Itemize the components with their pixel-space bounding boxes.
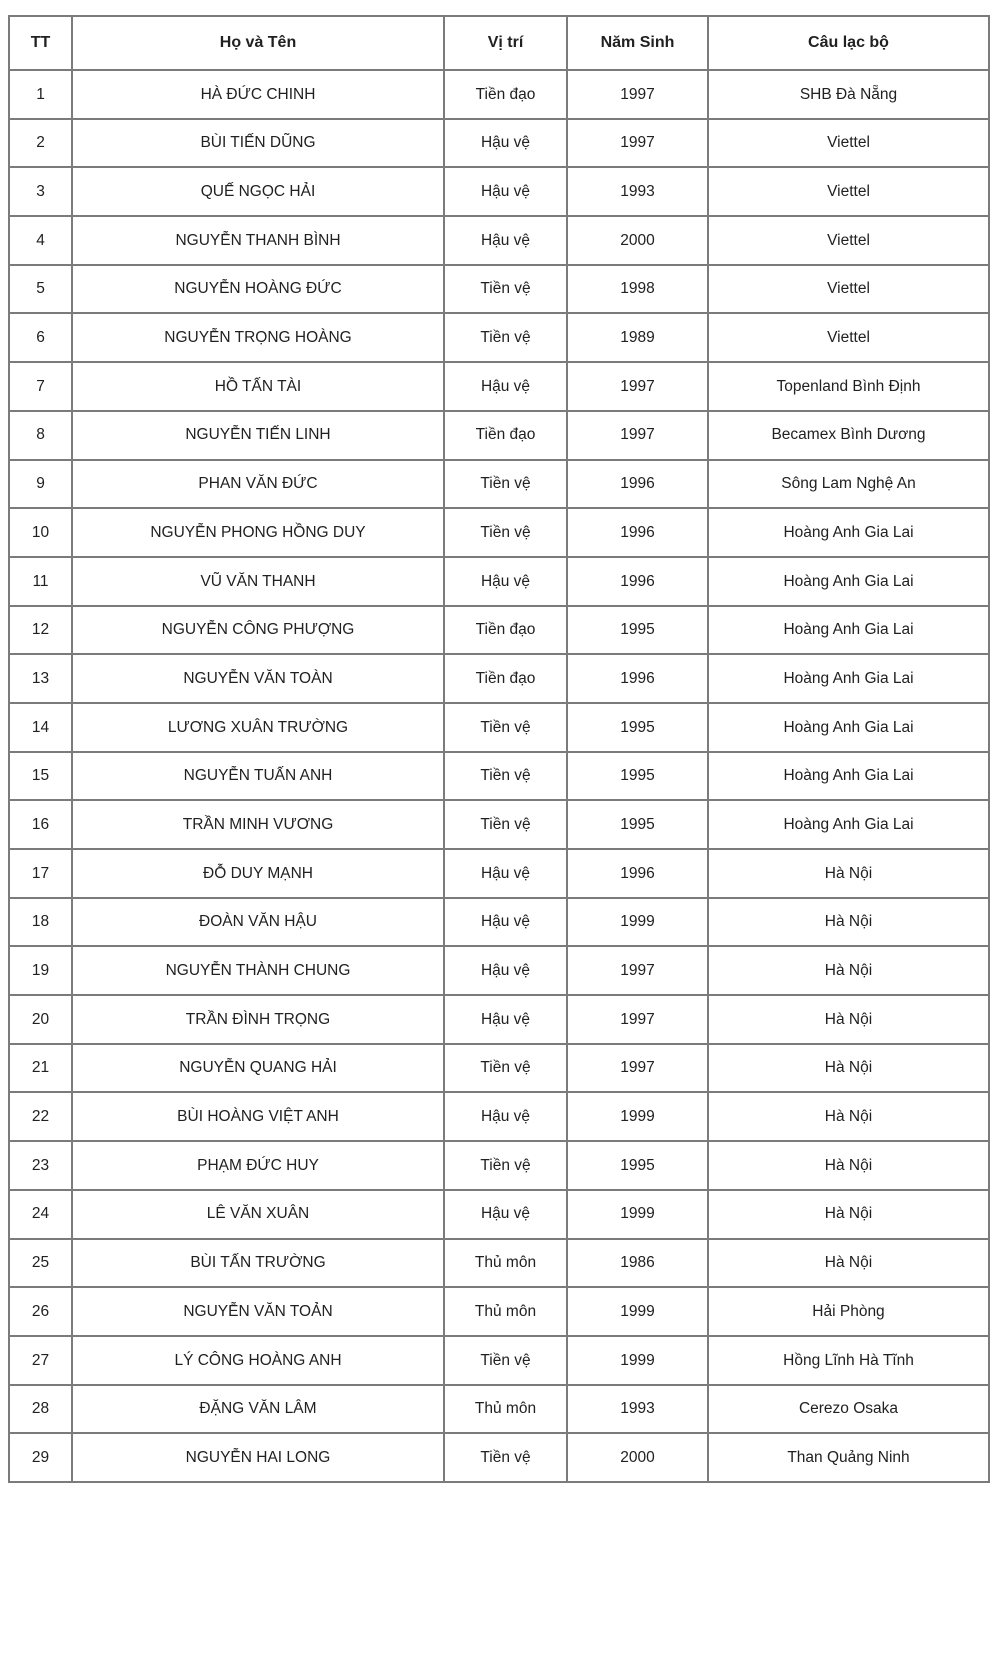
header-name: Họ và Tên <box>72 16 444 70</box>
cell-year: 1996 <box>567 557 708 606</box>
table-row <box>9 1239 989 1288</box>
table-row <box>9 313 989 362</box>
cell-tt: 22 <box>9 1092 72 1141</box>
cell-name: NGUYỄN QUANG HẢI <box>72 1044 444 1093</box>
cell-club: Cerezo Osaka <box>708 1385 989 1434</box>
table-row <box>9 167 989 216</box>
cell-year: 1995 <box>567 800 708 849</box>
cell-year: 1999 <box>567 1190 708 1239</box>
cell-name: NGUYỄN THÀNH CHUNG <box>72 946 444 995</box>
cell-position: Tiền vệ <box>444 313 567 362</box>
cell-club: Hoàng Anh Gia Lai <box>708 606 989 655</box>
cell-tt: 2 <box>9 119 72 168</box>
cell-name: QUẾ NGỌC HẢI <box>72 167 444 216</box>
table-row <box>9 119 989 168</box>
table-row <box>9 849 989 898</box>
cell-name: HỒ TẤN TÀI <box>72 362 444 411</box>
cell-name: NGUYỄN TIẾN LINH <box>72 411 444 460</box>
cell-club: Hà Nội <box>708 898 989 947</box>
table-row <box>9 557 989 606</box>
table-row <box>9 460 989 509</box>
header-club: Câu lạc bộ <box>708 16 989 70</box>
cell-club: Hoàng Anh Gia Lai <box>708 752 989 801</box>
cell-club: Hồng Lĩnh Hà Tĩnh <box>708 1336 989 1385</box>
cell-year: 1989 <box>567 313 708 362</box>
table-row <box>9 1141 989 1190</box>
cell-position: Tiền vệ <box>444 1433 567 1482</box>
cell-year: 1999 <box>567 898 708 947</box>
cell-club: Hoàng Anh Gia Lai <box>708 703 989 752</box>
cell-club: Hải Phòng <box>708 1287 989 1336</box>
cell-position: Thủ môn <box>444 1239 567 1288</box>
cell-name: NGUYỄN HOÀNG ĐỨC <box>72 265 444 314</box>
cell-name: BÙI TẤN TRƯỜNG <box>72 1239 444 1288</box>
cell-position: Hậu vệ <box>444 557 567 606</box>
table-row <box>9 1190 989 1239</box>
table-row <box>9 265 989 314</box>
cell-position: Tiền đạo <box>444 411 567 460</box>
cell-club: Hà Nội <box>708 995 989 1044</box>
cell-club: Than Quảng Ninh <box>708 1433 989 1482</box>
table-row <box>9 1433 989 1482</box>
cell-club: Viettel <box>708 265 989 314</box>
cell-year: 2000 <box>567 1433 708 1482</box>
cell-name: NGUYỄN HAI LONG <box>72 1433 444 1482</box>
cell-club: Topenland Bình Định <box>708 362 989 411</box>
cell-tt: 5 <box>9 265 72 314</box>
cell-position: Hậu vệ <box>444 995 567 1044</box>
cell-year: 1996 <box>567 654 708 703</box>
cell-position: Tiền vệ <box>444 460 567 509</box>
cell-tt: 21 <box>9 1044 72 1093</box>
cell-year: 1997 <box>567 1044 708 1093</box>
cell-tt: 11 <box>9 557 72 606</box>
cell-club: Viettel <box>708 216 989 265</box>
cell-name: ĐỖ DUY MẠNH <box>72 849 444 898</box>
cell-name: LÝ CÔNG HOÀNG ANH <box>72 1336 444 1385</box>
cell-club: Hà Nội <box>708 1092 989 1141</box>
cell-name: NGUYỄN VĂN TOẢN <box>72 1287 444 1336</box>
cell-year: 1986 <box>567 1239 708 1288</box>
cell-year: 1997 <box>567 946 708 995</box>
cell-name: LÊ VĂN XUÂN <box>72 1190 444 1239</box>
cell-tt: 13 <box>9 654 72 703</box>
cell-year: 1997 <box>567 70 708 119</box>
cell-tt: 7 <box>9 362 72 411</box>
cell-year: 1996 <box>567 460 708 509</box>
player-table <box>8 15 990 1483</box>
cell-name: ĐOÀN VĂN HẬU <box>72 898 444 947</box>
cell-position: Hậu vệ <box>444 119 567 168</box>
cell-club: Viettel <box>708 313 989 362</box>
cell-tt: 10 <box>9 508 72 557</box>
table-row <box>9 1044 989 1093</box>
table-row <box>9 898 989 947</box>
table-row <box>9 703 989 752</box>
cell-position: Hậu vệ <box>444 167 567 216</box>
cell-year: 1999 <box>567 1336 708 1385</box>
header-year: Năm Sinh <box>567 16 708 70</box>
table-row <box>9 1287 989 1336</box>
cell-tt: 25 <box>9 1239 72 1288</box>
table-row <box>9 411 989 460</box>
cell-position: Thủ môn <box>444 1385 567 1434</box>
table-row <box>9 216 989 265</box>
cell-club: Hà Nội <box>708 1044 989 1093</box>
cell-tt: 17 <box>9 849 72 898</box>
table-row <box>9 654 989 703</box>
cell-club: Hoàng Anh Gia Lai <box>708 557 989 606</box>
cell-name: TRẦN ĐÌNH TRỌNG <box>72 995 444 1044</box>
table-row <box>9 946 989 995</box>
cell-year: 1995 <box>567 752 708 801</box>
cell-name: NGUYỄN THANH BÌNH <box>72 216 444 265</box>
cell-position: Tiền vệ <box>444 265 567 314</box>
cell-year: 1997 <box>567 411 708 460</box>
cell-position: Tiền vệ <box>444 1044 567 1093</box>
cell-tt: 4 <box>9 216 72 265</box>
table-row <box>9 606 989 655</box>
cell-position: Tiền vệ <box>444 1336 567 1385</box>
cell-club: Hà Nội <box>708 946 989 995</box>
cell-position: Hậu vệ <box>444 1092 567 1141</box>
cell-year: 1997 <box>567 119 708 168</box>
cell-position: Tiền vệ <box>444 752 567 801</box>
cell-name: NGUYỄN TUẤN ANH <box>72 752 444 801</box>
cell-club: SHB Đà Nẵng <box>708 70 989 119</box>
cell-name: VŨ VĂN THANH <box>72 557 444 606</box>
cell-tt: 12 <box>9 606 72 655</box>
cell-year: 1996 <box>567 849 708 898</box>
cell-year: 1995 <box>567 703 708 752</box>
table-row <box>9 752 989 801</box>
cell-tt: 16 <box>9 800 72 849</box>
cell-club: Viettel <box>708 119 989 168</box>
cell-name: PHAN VĂN ĐỨC <box>72 460 444 509</box>
cell-tt: 20 <box>9 995 72 1044</box>
cell-tt: 18 <box>9 898 72 947</box>
cell-tt: 29 <box>9 1433 72 1482</box>
cell-tt: 6 <box>9 313 72 362</box>
cell-position: Hậu vệ <box>444 216 567 265</box>
cell-club: Hoàng Anh Gia Lai <box>708 800 989 849</box>
table-row <box>9 508 989 557</box>
cell-position: Hậu vệ <box>444 946 567 995</box>
cell-year: 1999 <box>567 1287 708 1336</box>
table-row <box>9 800 989 849</box>
cell-name: NGUYỄN TRỌNG HOÀNG <box>72 313 444 362</box>
cell-tt: 23 <box>9 1141 72 1190</box>
cell-position: Tiền vệ <box>444 508 567 557</box>
player-table-header <box>9 16 989 70</box>
cell-year: 1999 <box>567 1092 708 1141</box>
cell-tt: 28 <box>9 1385 72 1434</box>
cell-tt: 3 <box>9 167 72 216</box>
cell-tt: 24 <box>9 1190 72 1239</box>
cell-tt: 26 <box>9 1287 72 1336</box>
cell-name: LƯƠNG XUÂN TRƯỜNG <box>72 703 444 752</box>
cell-name: ĐẶNG VĂN LÂM <box>72 1385 444 1434</box>
cell-tt: 8 <box>9 411 72 460</box>
table-row <box>9 362 989 411</box>
header-row <box>9 16 989 70</box>
cell-tt: 19 <box>9 946 72 995</box>
table-row <box>9 1092 989 1141</box>
table-row <box>9 995 989 1044</box>
cell-position: Thủ môn <box>444 1287 567 1336</box>
cell-position: Tiền đạo <box>444 606 567 655</box>
cell-name: BÙI HOÀNG VIỆT ANH <box>72 1092 444 1141</box>
player-table-body <box>9 70 989 1482</box>
table-row <box>9 1385 989 1434</box>
cell-position: Tiền vệ <box>444 1141 567 1190</box>
cell-year: 1997 <box>567 995 708 1044</box>
cell-name: TRẦN MINH VƯƠNG <box>72 800 444 849</box>
cell-name: NGUYỄN CÔNG PHƯỢNG <box>72 606 444 655</box>
cell-club: Viettel <box>708 167 989 216</box>
cell-tt: 9 <box>9 460 72 509</box>
header-tt: TT <box>9 16 72 70</box>
cell-position: Hậu vệ <box>444 898 567 947</box>
cell-position: Hậu vệ <box>444 1190 567 1239</box>
cell-tt: 15 <box>9 752 72 801</box>
cell-year: 1995 <box>567 606 708 655</box>
cell-club: Hà Nội <box>708 1190 989 1239</box>
cell-year: 1993 <box>567 1385 708 1434</box>
cell-tt: 14 <box>9 703 72 752</box>
cell-position: Tiền đạo <box>444 70 567 119</box>
header-position: Vị trí <box>444 16 567 70</box>
cell-club: Hà Nội <box>708 1141 989 1190</box>
cell-year: 1995 <box>567 1141 708 1190</box>
cell-position: Hậu vệ <box>444 849 567 898</box>
cell-club: Hoàng Anh Gia Lai <box>708 654 989 703</box>
cell-club: Hoàng Anh Gia Lai <box>708 508 989 557</box>
cell-year: 1993 <box>567 167 708 216</box>
cell-name: PHẠM ĐỨC HUY <box>72 1141 444 1190</box>
cell-name: NGUYỄN VĂN TOÀN <box>72 654 444 703</box>
cell-name: HÀ ĐỨC CHINH <box>72 70 444 119</box>
table-row <box>9 70 989 119</box>
cell-tt: 27 <box>9 1336 72 1385</box>
cell-position: Tiền vệ <box>444 800 567 849</box>
cell-year: 1996 <box>567 508 708 557</box>
cell-position: Hậu vệ <box>444 362 567 411</box>
cell-position: Tiền vệ <box>444 703 567 752</box>
cell-name: BÙI TIẾN DŨNG <box>72 119 444 168</box>
cell-position: Tiền đạo <box>444 654 567 703</box>
cell-club: Hà Nội <box>708 849 989 898</box>
cell-club: Sông Lam Nghệ An <box>708 460 989 509</box>
cell-tt: 1 <box>9 70 72 119</box>
cell-club: Hà Nội <box>708 1239 989 1288</box>
cell-club: Becamex Bình Dương <box>708 411 989 460</box>
cell-year: 2000 <box>567 216 708 265</box>
cell-year: 1997 <box>567 362 708 411</box>
table-row <box>9 1336 989 1385</box>
cell-year: 1998 <box>567 265 708 314</box>
cell-name: NGUYỄN PHONG HỒNG DUY <box>72 508 444 557</box>
